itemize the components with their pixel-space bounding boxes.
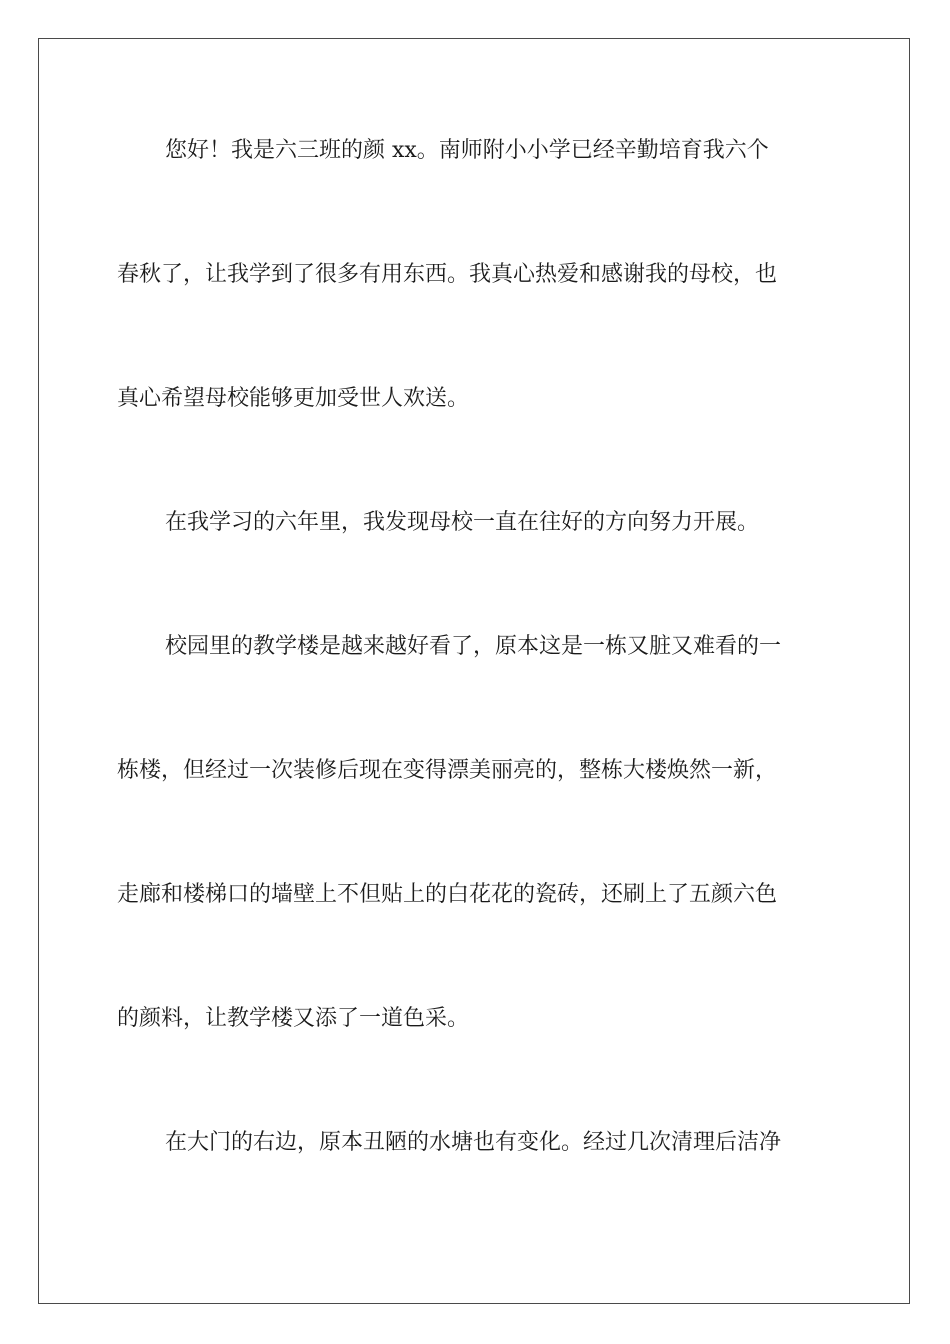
text-line [0,136,950,166]
text-line-content: 走廊和楼梯口的墙壁上不但贴上的白花花的瓷砖，还刷上了五颜六色 [117,882,778,907]
text-line-content: 的颜料，让教学楼又添了一道色采。 [117,1006,470,1031]
text-line-content: 栋楼，但经过一次装修后现在变得漂美丽亮的，整栋大楼焕然一新， [117,758,778,783]
text-line-content: 在我学习的六年里，我发现母校一直在往好的方向努力开展。 [165,510,760,535]
text-line [0,384,950,414]
text-line-content: 在大门的右边，原本丑陋的水塘也有变化。经过几次清理后洁净 [165,1130,782,1155]
text-line [0,880,950,910]
text-line [0,756,950,786]
text-line-content: 您好！我是六三班的颜 xx。南师附小小学已经辛勤培育我六个 [165,138,769,163]
text-line [0,632,950,662]
text-line [0,260,950,290]
text-line [0,1128,950,1158]
text-line-content: 真心希望母校能够更加受世人欢送。 [117,386,470,411]
text-line-content: 春秋了，让我学到了很多有用东西。我真心热爱和感谢我的母校，也 [117,262,778,287]
text-line [0,1004,950,1034]
text-line-content: 校园里的教学楼是越来越好看了，原本这是一栋又脏又难看的一 [165,634,782,659]
page-border [38,38,910,1304]
text-line [0,508,950,538]
